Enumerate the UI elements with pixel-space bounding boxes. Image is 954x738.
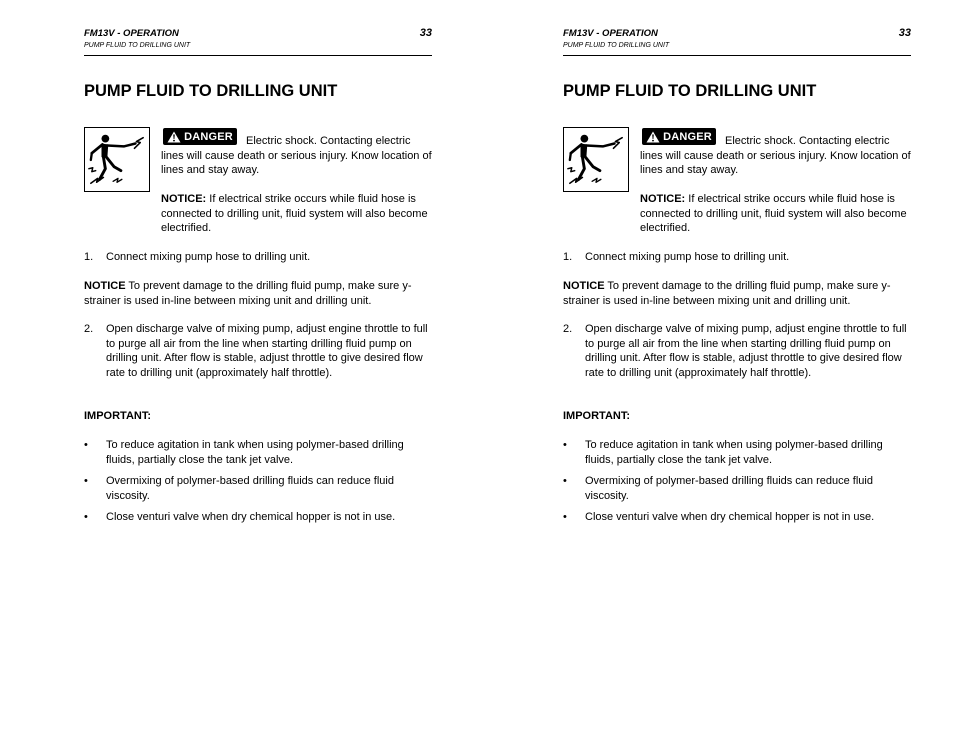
manual-page-left [84, 0, 432, 738]
electrical-notice [161, 192, 433, 236]
important-label: IMPORTANT: [84, 410, 152, 422]
header-subtitle: PUMP FLUID TO DRILLING UNIT [84, 42, 191, 49]
notice-label: NOTICE: [161, 193, 207, 205]
bullet-text: Close venturi valve when dry chemical hopper is not in use. [585, 511, 875, 523]
danger-label: DANGER [663, 130, 712, 143]
pump-notice [84, 279, 432, 308]
step-number: 1. [563, 251, 573, 263]
danger-text: Electric shock. Contacting electric lines will cause death or serious injury. Know location of lines and stay away. [640, 135, 911, 177]
step-text: Open discharge valve of mixing pump, adjust engine throttle to full to purge all air from the line when starting drilling fluid pump on drilling unit. After flow is stable, adjust throttle to give desired flow rate to drilling unit (approximately half throttle). [106, 323, 428, 379]
header-title: FM13V - OPERATION [84, 28, 179, 39]
bullet-item [563, 438, 911, 467]
bullet-symbol: • [84, 511, 88, 523]
electric-shock-icon [563, 127, 629, 192]
bullet-text: To reduce agitation in tank when using polymer-based drilling fluids, partially close the tank jet valve. [585, 439, 883, 466]
bullet-symbol: • [563, 475, 567, 487]
page-number: 33 [419, 27, 432, 39]
bullet-symbol: • [563, 511, 567, 523]
important-label: IMPORTANT: [563, 410, 631, 422]
step-number: 1. [84, 251, 94, 263]
header-title: FM13V - OPERATION [563, 28, 658, 39]
step-text: Open discharge valve of mixing pump, adjust engine throttle to full to purge all air from the line when starting drilling fluid pump on drilling unit. After flow is stable, adjust throttle to give desired flow rate to drilling unit (approximately half throttle). [585, 323, 907, 379]
bullet-item [84, 474, 432, 503]
bullet-text: Overmixing of polymer-based drilling fluids can reduce fluid viscosity. [106, 475, 394, 502]
notice-text: If electrical strike occurs while fluid hose is connected to drilling unit, fluid system will also become electrified. [640, 193, 907, 235]
notice-label: NOTICE: [640, 193, 686, 205]
step-item [84, 250, 432, 265]
running-header [563, 27, 911, 56]
bullet-item [84, 438, 432, 467]
step-number: 2. [84, 323, 94, 335]
step-number: 2. [563, 323, 573, 335]
section-heading: PUMP FLUID TO DRILLING UNIT [563, 82, 817, 100]
bullet-text: Overmixing of polymer-based drilling fluids can reduce fluid viscosity. [585, 475, 873, 502]
bullet-item [563, 474, 911, 503]
notice-label: NOTICE [84, 280, 126, 292]
step-text: Connect mixing pump hose to drilling unit. [585, 251, 790, 263]
notice-label: NOTICE [563, 280, 605, 292]
electric-shock-icon [84, 127, 150, 192]
section-heading: PUMP FLUID TO DRILLING UNIT [84, 82, 338, 100]
bullet-text: To reduce agitation in tank when using polymer-based drilling fluids, partially close the tank jet valve. [106, 439, 404, 466]
step-item [563, 250, 911, 265]
step-item [84, 322, 432, 380]
notice-text: If electrical strike occurs while fluid hose is connected to drilling unit, fluid system will also become electrified. [161, 193, 428, 235]
step-text: Connect mixing pump hose to drilling unit. [106, 251, 311, 263]
bullet-symbol: • [563, 439, 567, 451]
bullet-symbol: • [84, 475, 88, 487]
danger-text: Electric shock. Contacting electric lines will cause death or serious injury. Know location of lines and stay away. [161, 135, 432, 177]
header-subtitle: PUMP FLUID TO DRILLING UNIT [563, 42, 670, 49]
running-header [84, 27, 432, 56]
page-number: 33 [898, 27, 911, 39]
pump-notice [563, 279, 911, 308]
bullet-text: Close venturi valve when dry chemical hopper is not in use. [106, 511, 396, 523]
notice-text: To prevent damage to the drilling fluid pump, make sure y-strainer is used in-line between mixing unit and drilling unit. [563, 280, 891, 307]
manual-page-right [563, 0, 911, 738]
danger-label: DANGER [184, 130, 233, 143]
step-item [563, 322, 911, 380]
bullet-item [563, 510, 911, 525]
electrical-notice [640, 192, 912, 236]
notice-text: To prevent damage to the drilling fluid pump, make sure y-strainer is used in-line between mixing unit and drilling unit. [84, 280, 412, 307]
bullet-symbol: • [84, 439, 88, 451]
bullet-item [84, 510, 432, 525]
